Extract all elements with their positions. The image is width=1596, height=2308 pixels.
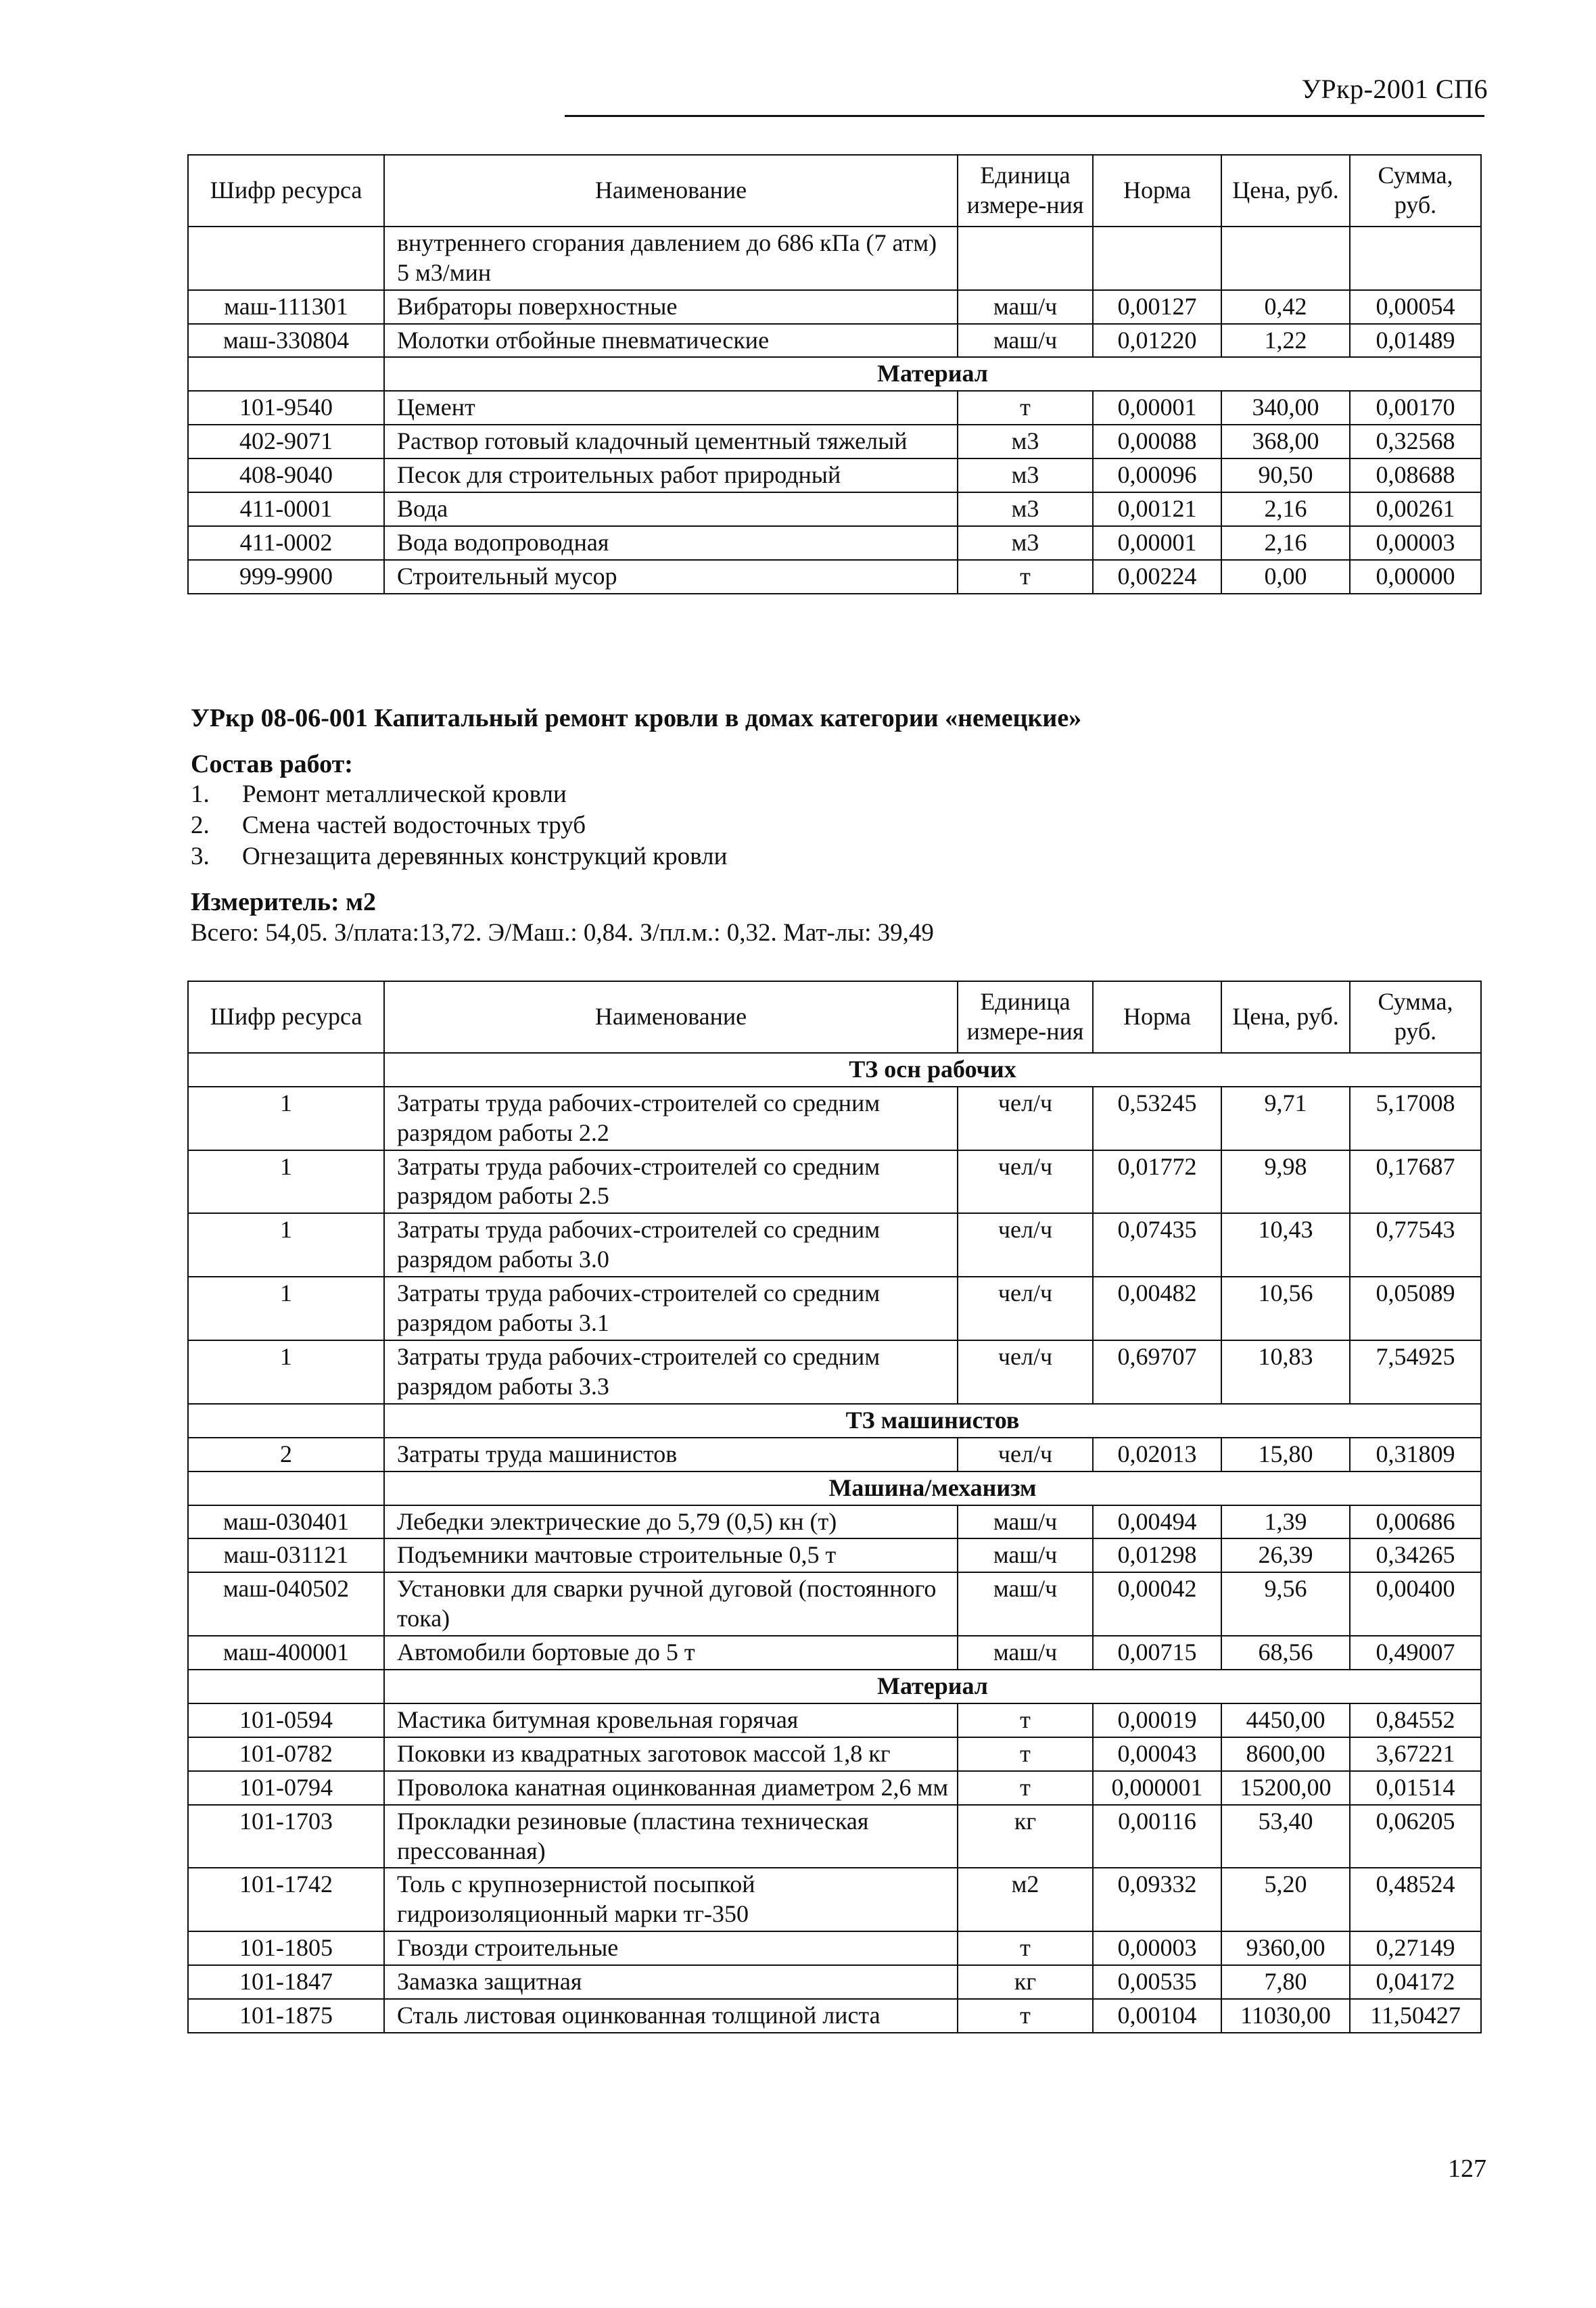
cell-norm: 0,00494 xyxy=(1093,1505,1221,1539)
cell-unit: чел/ч xyxy=(958,1340,1093,1404)
cell-norm: 0,00001 xyxy=(1093,526,1221,560)
cell-price: 5,20 xyxy=(1221,1868,1350,1931)
cell-code: 101-0594 xyxy=(188,1703,384,1737)
cell-unit: чел/ч xyxy=(958,1277,1093,1340)
table-row xyxy=(188,1150,1481,1214)
cell-price: 0,42 xyxy=(1221,290,1350,324)
cell-name: Затраты труда рабочих-строителей со средним разрядом работы 3.0 xyxy=(384,1213,958,1277)
cell-norm: 0,07435 xyxy=(1093,1213,1221,1277)
cell-unit: маш/ч xyxy=(958,1505,1093,1539)
cell-price: 10,43 xyxy=(1221,1213,1350,1277)
cell-norm: 0,000001 xyxy=(1093,1771,1221,1805)
cell-code: 101-0794 xyxy=(188,1771,384,1805)
section-blank-cell xyxy=(188,357,384,391)
table-row xyxy=(188,1931,1481,1965)
col-header-sum: Сумма, руб. xyxy=(1350,155,1481,227)
cell-name: Мастика битумная кровельная горячая xyxy=(384,1703,958,1737)
cell-unit: кг xyxy=(958,1805,1093,1868)
cell-code: 1 xyxy=(188,1150,384,1214)
cell-name: Замазка защитная xyxy=(384,1965,958,1999)
cell-code: маш-031121 xyxy=(188,1538,384,1572)
cell-norm: 0,69707 xyxy=(1093,1340,1221,1404)
cell-sum: 0,34265 xyxy=(1350,1538,1481,1572)
cell-price: 10,83 xyxy=(1221,1340,1350,1404)
cell-name: Поковки из квадратных заготовок массой 1,8 кг xyxy=(384,1737,958,1771)
table-row xyxy=(188,560,1481,594)
cell-code: маш-040502 xyxy=(188,1572,384,1636)
table-row xyxy=(188,1340,1481,1404)
cell-name: Молотки отбойные пневматические xyxy=(384,324,958,358)
cell-sum: 0,00686 xyxy=(1350,1505,1481,1539)
cell-unit: т xyxy=(958,1999,1093,2033)
cell-norm: 0,00127 xyxy=(1093,290,1221,324)
list-item-number: 3. xyxy=(191,843,210,870)
cell-sum: 0,27149 xyxy=(1350,1931,1481,1965)
cell-name: Прокладки резиновые (пластина техническая прессованная) xyxy=(384,1805,958,1868)
cell-unit: маш/ч xyxy=(958,1636,1093,1670)
table-row xyxy=(188,1087,1481,1150)
section-blank-cell xyxy=(188,1471,384,1505)
section-heading: Машина/механизм xyxy=(384,1471,1481,1505)
cell-unit: м2 xyxy=(958,1868,1093,1931)
cell-code: 101-1703 xyxy=(188,1805,384,1868)
cell-name: Толь с крупнозернистой посыпкой гидроизоляционный марки тг-350 xyxy=(384,1868,958,1931)
table-row-continuation xyxy=(188,227,1481,290)
section-heading: Материал xyxy=(384,1670,1481,1703)
table-row xyxy=(188,1572,1481,1636)
cell-price: 15,80 xyxy=(1221,1438,1350,1471)
cell-price: 68,56 xyxy=(1221,1636,1350,1670)
list-item-text: Смена частей водосточных труб xyxy=(242,811,586,839)
cell-code: 411-0001 xyxy=(188,492,384,526)
cell-unit: т xyxy=(958,1931,1093,1965)
table-row xyxy=(188,1213,1481,1277)
cell-name: Лебедки электрические до 5,79 (0,5) кн (т) xyxy=(384,1505,958,1539)
cell-sum: 0,49007 xyxy=(1350,1636,1481,1670)
measure-unit: Измеритель: м2 xyxy=(191,888,377,916)
cell-code: 1 xyxy=(188,1213,384,1277)
cell-price: 9360,00 xyxy=(1221,1931,1350,1965)
cell-name: Песок для строительных работ природный xyxy=(384,458,958,492)
cell-unit: чел/ч xyxy=(958,1438,1093,1471)
cell-name: Цемент xyxy=(384,391,958,425)
cell-norm: 0,00019 xyxy=(1093,1703,1221,1737)
cell-sum: 7,54925 xyxy=(1350,1340,1481,1404)
cell-norm: 0,00096 xyxy=(1093,458,1221,492)
cell-code: 101-1847 xyxy=(188,1965,384,1999)
cell-code: 101-0782 xyxy=(188,1737,384,1771)
cell-unit: маш/ч xyxy=(958,1538,1093,1572)
table-row xyxy=(188,1505,1481,1539)
cell-price: 10,56 xyxy=(1221,1277,1350,1340)
cell-name: Установки для сварки ручной дуговой (постоянного тока) xyxy=(384,1572,958,1636)
cell-sum: 0,08688 xyxy=(1350,458,1481,492)
cell-name: Гвозди строительные xyxy=(384,1931,958,1965)
list-item-text: Ремонт металлической кровли xyxy=(242,780,567,808)
table-row xyxy=(188,1438,1481,1471)
cell-norm: 0,00224 xyxy=(1093,560,1221,594)
cell-unit: кг xyxy=(958,1965,1093,1999)
cell-name: Затраты труда рабочих-строителей со средним разрядом работы 2.2 xyxy=(384,1087,958,1150)
table-row xyxy=(188,1538,1481,1572)
cell-price: 53,40 xyxy=(1221,1805,1350,1868)
cell-price: 2,16 xyxy=(1221,526,1350,560)
section-heading: ТЗ машинистов xyxy=(384,1404,1481,1438)
cell-price: 8600,00 xyxy=(1221,1737,1350,1771)
resource-table-1 xyxy=(187,154,1482,594)
cell-sum: 0,01489 xyxy=(1350,324,1481,358)
cell-sum: 0,84552 xyxy=(1350,1703,1481,1737)
col-header-unit: Единица измере-ния xyxy=(958,155,1093,227)
section-blank-cell xyxy=(188,1404,384,1438)
table-row xyxy=(188,492,1481,526)
cell-norm: 0,00535 xyxy=(1093,1965,1221,1999)
cell-norm: 0,00088 xyxy=(1093,425,1221,458)
cell-price: 340,00 xyxy=(1221,391,1350,425)
list-item xyxy=(191,810,727,841)
list-item xyxy=(191,841,727,872)
cell-price: 368,00 xyxy=(1221,425,1350,458)
table-row xyxy=(188,1771,1481,1805)
cell-sum: 0,00000 xyxy=(1350,560,1481,594)
cell-code: 101-1875 xyxy=(188,1999,384,2033)
cell-price: 1,39 xyxy=(1221,1505,1350,1539)
cell-unit: м3 xyxy=(958,526,1093,560)
cell-price: 11030,00 xyxy=(1221,1999,1350,2033)
header-rule xyxy=(565,115,1484,117)
cell-name: Строительный мусор xyxy=(384,560,958,594)
section-row xyxy=(188,1670,1481,1703)
cell-code: 101-1805 xyxy=(188,1931,384,1965)
table-row xyxy=(188,1737,1481,1771)
cell-sum: 0,04172 xyxy=(1350,1965,1481,1999)
section-row xyxy=(188,1404,1481,1438)
cell-name: Автомобили бортовые до 5 т xyxy=(384,1636,958,1670)
cell-price: 2,16 xyxy=(1221,492,1350,526)
cell-name: Проволока канатная оцинкованная диаметром 2,6 мм xyxy=(384,1771,958,1805)
cell-name: Раствор готовый кладочный цементный тяжелый xyxy=(384,425,958,458)
cell-sum: 0,01514 xyxy=(1350,1771,1481,1805)
cell-name: Вибраторы поверхностные xyxy=(384,290,958,324)
col-header-price: Цена, руб. xyxy=(1221,155,1350,227)
cell-sum: 0,00400 xyxy=(1350,1572,1481,1636)
cell-sum: 0,77543 xyxy=(1350,1213,1481,1277)
col-header-norm: Норма xyxy=(1093,981,1221,1053)
cell-sum: 0,00003 xyxy=(1350,526,1481,560)
cell-code: 1 xyxy=(188,1277,384,1340)
cell-code: 1 xyxy=(188,1340,384,1404)
col-header-code: Шифр ресурса xyxy=(188,981,384,1053)
table-header-row xyxy=(188,981,1481,1053)
cell-code: маш-330804 xyxy=(188,324,384,358)
cell-unit: чел/ч xyxy=(958,1087,1093,1150)
table-row xyxy=(188,1277,1481,1340)
cell-price: 9,71 xyxy=(1221,1087,1350,1150)
cell-price: 9,56 xyxy=(1221,1572,1350,1636)
cell-unit: маш/ч xyxy=(958,1572,1093,1636)
section-blank-cell xyxy=(188,1053,384,1087)
cell-sum: 0,48524 xyxy=(1350,1868,1481,1931)
cell-code: 411-0002 xyxy=(188,526,384,560)
col-header-unit: Единица измере-ния xyxy=(958,981,1093,1053)
cell-code: 999-9900 xyxy=(188,560,384,594)
col-header-name: Наименование xyxy=(384,155,958,227)
table-row xyxy=(188,324,1481,358)
table-row xyxy=(188,1868,1481,1931)
table-row xyxy=(188,290,1481,324)
cell-code: маш-111301 xyxy=(188,290,384,324)
cell-sum: 0,05089 xyxy=(1350,1277,1481,1340)
cell-sum: 0,06205 xyxy=(1350,1805,1481,1868)
cell-sum: 0,17687 xyxy=(1350,1150,1481,1214)
cell-price: 90,50 xyxy=(1221,458,1350,492)
cell-norm: 0,01220 xyxy=(1093,324,1221,358)
cell-unit: маш/ч xyxy=(958,290,1093,324)
cell-norm: 0,53245 xyxy=(1093,1087,1221,1150)
col-header-name: Наименование xyxy=(384,981,958,1053)
section-heading: Материал xyxy=(384,357,1481,391)
cell-unit: м3 xyxy=(958,425,1093,458)
cell-name: Затраты труда рабочих-строителей со средним разрядом работы 3.1 xyxy=(384,1277,958,1340)
cell-sum: 5,17008 xyxy=(1350,1087,1481,1150)
cell-norm: 0,02013 xyxy=(1093,1438,1221,1471)
cell-unit: маш/ч xyxy=(958,324,1093,358)
table-row xyxy=(188,391,1481,425)
cell-price: 15200,00 xyxy=(1221,1771,1350,1805)
cell-norm: 0,00104 xyxy=(1093,1999,1221,2033)
cell-unit: т xyxy=(958,1737,1093,1771)
list-item-number: 1. xyxy=(191,780,210,808)
cell-price: 0,00 xyxy=(1221,560,1350,594)
cell-price: 7,80 xyxy=(1221,1965,1350,1999)
cell-code: 402-9071 xyxy=(188,425,384,458)
page-number: 127 xyxy=(1448,2154,1486,2183)
section-title: УРкр 08-06-001 Капитальный ремонт кровли в домах категории «немецкие» xyxy=(191,704,1082,732)
cell-price: 9,98 xyxy=(1221,1150,1350,1214)
cell-norm: 0,00121 xyxy=(1093,492,1221,526)
col-header-sum: Сумма, руб. xyxy=(1350,981,1481,1053)
continuation-text: внутреннего сгорания давлением до 686 кПа (7 атм) 5 м3/мин xyxy=(384,227,958,290)
table-row xyxy=(188,1999,1481,2033)
cell-unit: м3 xyxy=(958,458,1093,492)
cell-norm: 0,00715 xyxy=(1093,1636,1221,1670)
cell-price: 26,39 xyxy=(1221,1538,1350,1572)
cell-unit: м3 xyxy=(958,492,1093,526)
cell-code: 2 xyxy=(188,1438,384,1471)
cell-sum: 0,00170 xyxy=(1350,391,1481,425)
resource-table-2 xyxy=(187,981,1482,2033)
cell-name: Затраты труда рабочих-строителей со средним разрядом работы 2.5 xyxy=(384,1150,958,1214)
cell-name: Подъемники мачтовые строительные 0,5 т xyxy=(384,1538,958,1572)
cell-unit: чел/ч xyxy=(958,1213,1093,1277)
cell-norm: 0,01298 xyxy=(1093,1538,1221,1572)
cell-sum: 3,67221 xyxy=(1350,1737,1481,1771)
cell-code: 101-9540 xyxy=(188,391,384,425)
section-heading: ТЗ осн рабочих xyxy=(384,1053,1481,1087)
header-code: УРкр-2001 СП6 xyxy=(1301,74,1488,104)
cell-unit: т xyxy=(958,1771,1093,1805)
table-row xyxy=(188,1805,1481,1868)
table-row xyxy=(188,1703,1481,1737)
cell-name: Затраты труда рабочих-строителей со средним разрядом работы 3.3 xyxy=(384,1340,958,1404)
cell-code: 1 xyxy=(188,1087,384,1150)
cell-norm: 0,00001 xyxy=(1093,391,1221,425)
cell-norm: 0,09332 xyxy=(1093,1868,1221,1931)
table-row xyxy=(188,1636,1481,1670)
section-row xyxy=(188,1053,1481,1087)
table-row xyxy=(188,1965,1481,1999)
cell-code: маш-400001 xyxy=(188,1636,384,1670)
cell-code: 408-9040 xyxy=(188,458,384,492)
table-row xyxy=(188,458,1481,492)
table-row xyxy=(188,425,1481,458)
list-item-text: Огнезащита деревянных конструкций кровли xyxy=(242,843,728,870)
col-header-code: Шифр ресурса xyxy=(188,155,384,227)
cell-norm: 0,01772 xyxy=(1093,1150,1221,1214)
cell-norm: 0,00042 xyxy=(1093,1572,1221,1636)
table-header-row xyxy=(188,155,1481,227)
cell-norm: 0,00482 xyxy=(1093,1277,1221,1340)
cell-unit: т xyxy=(958,560,1093,594)
cost-totals: Всего: 54,05. З/плата:13,72. Э/Маш.: 0,84. З/пл.м.: 0,32. Мат-лы: 39,49 xyxy=(191,919,934,947)
cell-sum: 0,31809 xyxy=(1350,1438,1481,1471)
cell-unit: т xyxy=(958,391,1093,425)
work-list xyxy=(191,779,727,872)
col-header-norm: Норма xyxy=(1093,155,1221,227)
cell-sum: 11,50427 xyxy=(1350,1999,1481,2033)
list-item xyxy=(191,779,727,810)
cell-sum: 0,32568 xyxy=(1350,425,1481,458)
cell-unit: чел/ч xyxy=(958,1150,1093,1214)
section-row xyxy=(188,357,1481,391)
col-header-price: Цена, руб. xyxy=(1221,981,1350,1053)
section-row xyxy=(188,1471,1481,1505)
cell-sum: 0,00054 xyxy=(1350,290,1481,324)
cell-code: 101-1742 xyxy=(188,1868,384,1931)
cell-name: Вода xyxy=(384,492,958,526)
cell-norm: 0,00116 xyxy=(1093,1805,1221,1868)
cell-name: Вода водопроводная xyxy=(384,526,958,560)
cell-norm: 0,00003 xyxy=(1093,1931,1221,1965)
section-blank-cell xyxy=(188,1670,384,1703)
composition-label: Состав работ: xyxy=(191,750,353,778)
cell-price: 1,22 xyxy=(1221,324,1350,358)
list-item-number: 2. xyxy=(191,811,210,839)
cell-price: 4450,00 xyxy=(1221,1703,1350,1737)
cell-norm: 0,00043 xyxy=(1093,1737,1221,1771)
cell-sum: 0,00261 xyxy=(1350,492,1481,526)
cell-name: Сталь листовая оцинкованная толщиной листа xyxy=(384,1999,958,2033)
cell-code: маш-030401 xyxy=(188,1505,384,1539)
cell-unit: т xyxy=(958,1703,1093,1737)
table-row xyxy=(188,526,1481,560)
cell-name: Затраты труда машинистов xyxy=(384,1438,958,1471)
